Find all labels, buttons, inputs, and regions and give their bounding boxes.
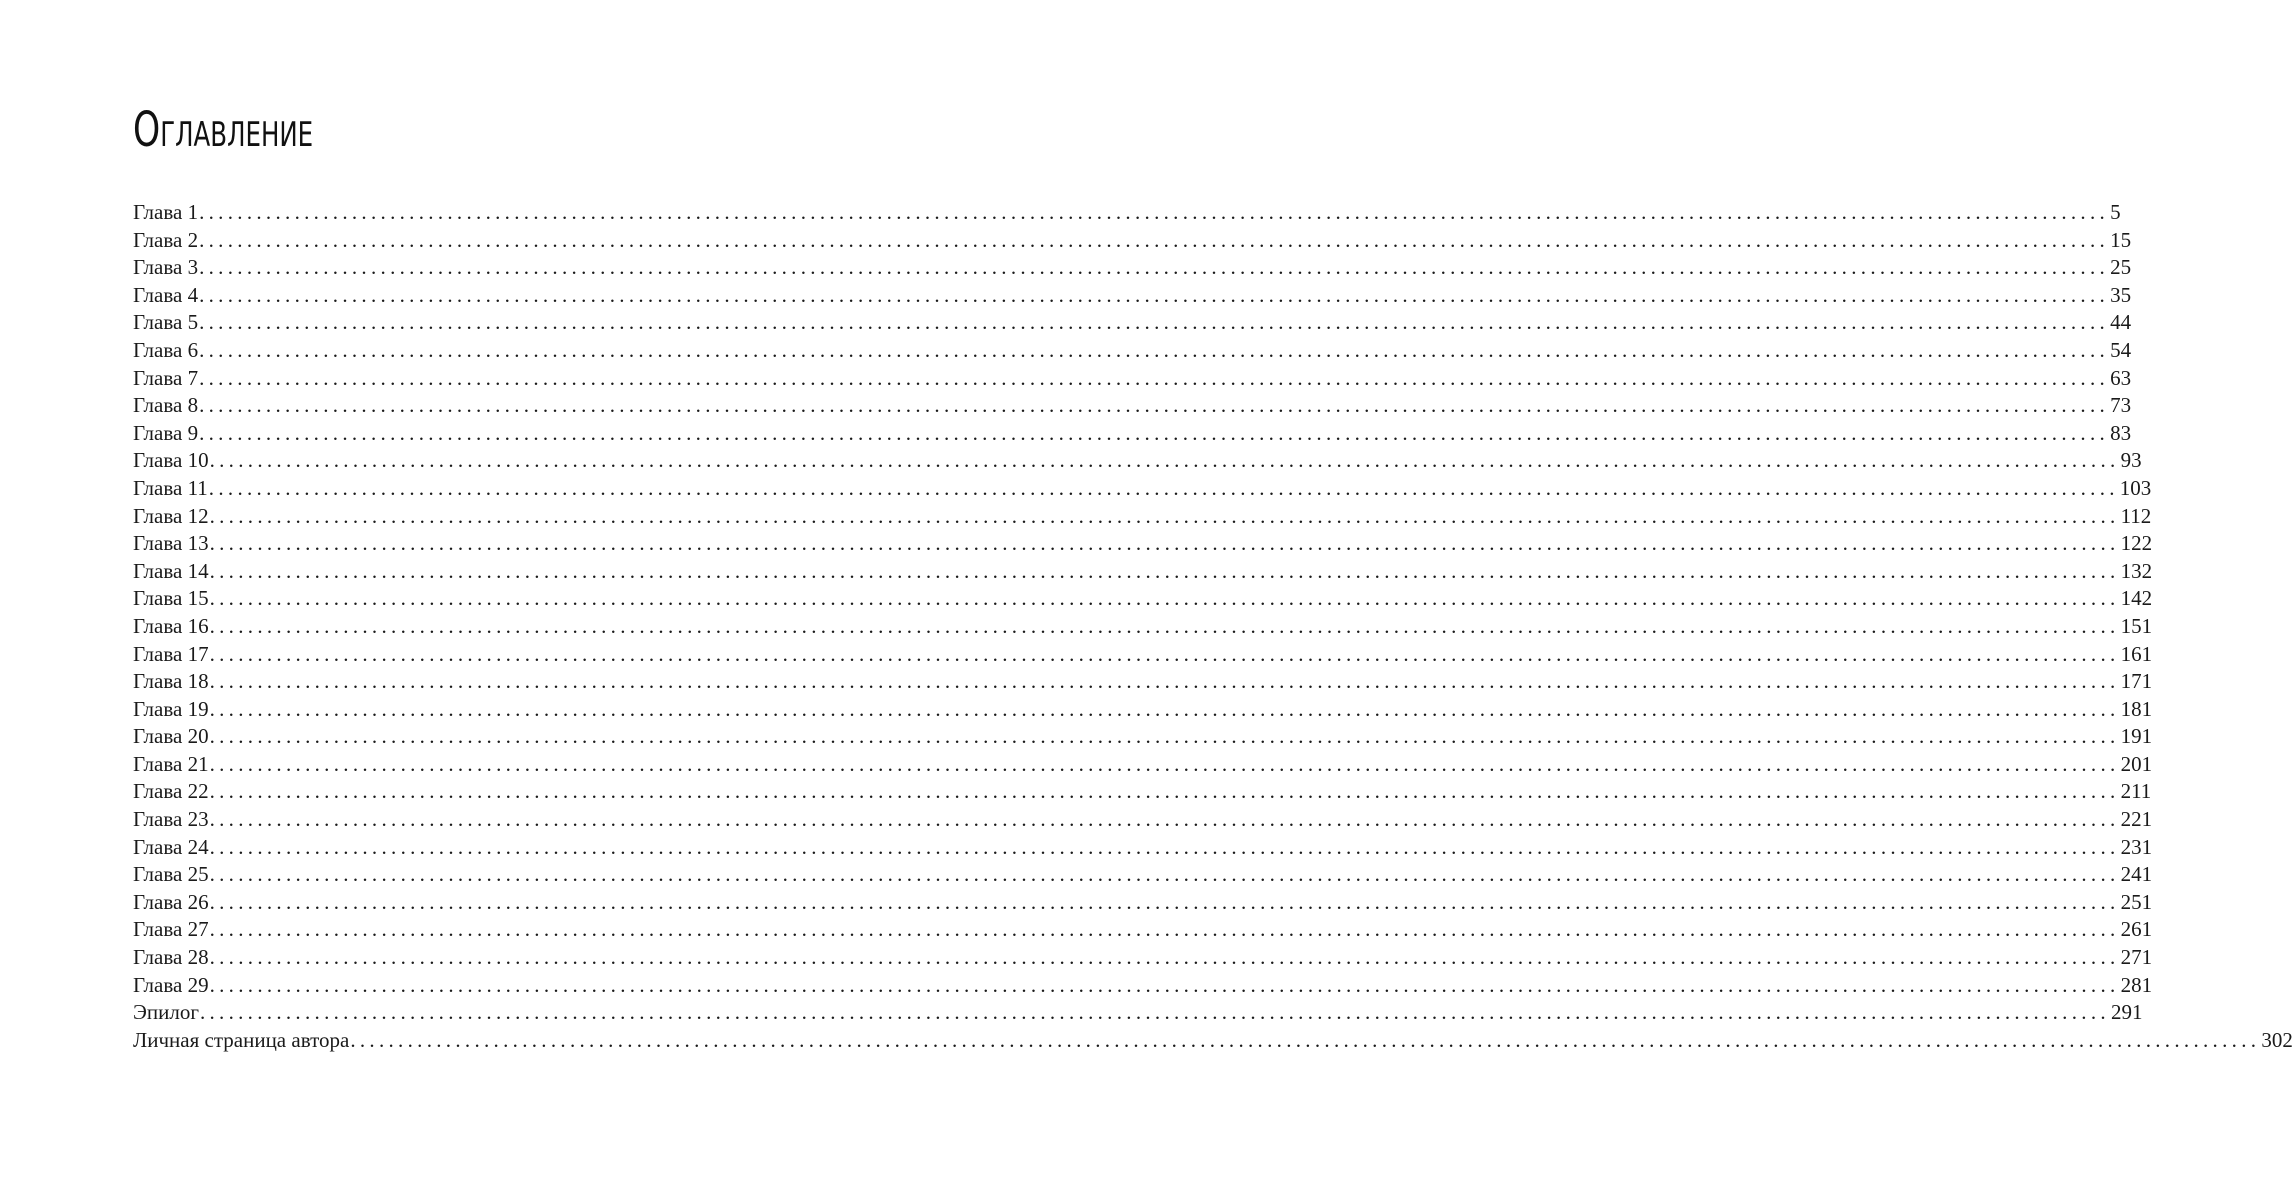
toc-entry-label: Глава 25 xyxy=(133,862,209,887)
toc-entry-page-number: 112 xyxy=(2120,503,2152,528)
toc-dot-leader: ........................................................................................................................................................................................................ xyxy=(199,227,2110,252)
toc-entry-label: Глава 8 xyxy=(133,393,199,418)
toc-entry-label: Глава 22 xyxy=(133,779,209,804)
toc-title: Оглавление xyxy=(133,102,314,158)
toc-entry-page-number: 201 xyxy=(2120,751,2153,776)
toc-entry-page-number: 191 xyxy=(2120,724,2153,749)
toc-entry[interactable] xyxy=(133,1027,2293,1055)
toc-dot-leader: ........................................................................................................................................................................................................ xyxy=(199,365,2110,390)
toc-entry-page-number: 181 xyxy=(2120,696,2153,721)
toc-entry-label: Глава 27 xyxy=(133,917,209,942)
toc-entry-label: Глава 5 xyxy=(133,310,199,335)
toc-entry[interactable] xyxy=(133,999,2143,1027)
toc-entry-label: Глава 29 xyxy=(133,972,209,997)
toc-entry-page-number: 63 xyxy=(2110,365,2132,390)
toc-entry-label: Глава 4 xyxy=(133,282,199,307)
toc-dot-leader: ........................................................................................................................................................................................................ xyxy=(209,834,2120,859)
toc-entry[interactable] xyxy=(133,861,2153,889)
toc-entry[interactable] xyxy=(133,806,2153,834)
toc-entry-page-number: 261 xyxy=(2120,917,2153,942)
toc-entry-page-number: 211 xyxy=(2120,779,2152,804)
toc-entry-page-number: 35 xyxy=(2110,282,2132,307)
toc-entry-page-number: 25 xyxy=(2110,255,2132,280)
toc-entry-label: Глава 11 xyxy=(133,475,208,500)
toc-dot-leader: ........................................................................................................................................................................................................ xyxy=(209,972,2120,997)
toc-entry[interactable] xyxy=(133,668,2153,696)
toc-entry-label: Глава 28 xyxy=(133,945,209,970)
toc-dot-leader: ........................................................................................................................................................................................................ xyxy=(209,613,2120,638)
toc-entry[interactable] xyxy=(133,696,2153,724)
toc-entry[interactable] xyxy=(133,751,2153,779)
toc-entry[interactable] xyxy=(133,365,2132,393)
toc-entry-page-number: 231 xyxy=(2120,834,2153,859)
toc-entry-page-number: 83 xyxy=(2110,420,2132,445)
toc-entry-page-number: 103 xyxy=(2119,475,2152,500)
toc-dot-leader: ........................................................................................................................................................................................................ xyxy=(199,200,2110,224)
toc-entry-page-number: 221 xyxy=(2120,807,2153,832)
toc-entry[interactable] xyxy=(133,558,2153,586)
toc-dot-leader: ........................................................................................................................................................................................................ xyxy=(209,751,2120,776)
toc-entry-label: Глава 3 xyxy=(133,255,199,280)
toc-entry-label: Глава 16 xyxy=(133,613,209,638)
toc-entry[interactable] xyxy=(133,282,2132,310)
toc-dot-leader: ........................................................................................................................................................................................................ xyxy=(199,337,2110,362)
toc-entry[interactable] xyxy=(133,972,2153,1000)
toc-entry-label: Глава 15 xyxy=(133,586,209,611)
toc-dot-leader: ........................................................................................................................................................................................................ xyxy=(209,724,2120,749)
toc-entry-page-number: 44 xyxy=(2110,310,2132,335)
toc-entry-label: Глава 20 xyxy=(133,724,209,749)
toc-entry-label: Глава 10 xyxy=(133,448,209,473)
toc-dot-leader: ........................................................................................................................................................................................................ xyxy=(209,641,2120,666)
toc-entry-page-number: 271 xyxy=(2120,945,2153,970)
toc-entry-label: Глава 6 xyxy=(133,337,199,362)
toc-entry[interactable] xyxy=(133,227,2132,255)
toc-dot-leader: ........................................................................................................................................................................................................ xyxy=(199,393,2110,418)
toc-dot-leader: ........................................................................................................................................................................................................ xyxy=(209,889,2120,914)
toc-dot-leader: ........................................................................................................................................................................................................ xyxy=(209,779,2120,804)
toc-dot-leader: ........................................................................................................................................................................................................ xyxy=(199,255,2110,280)
toc-entry[interactable] xyxy=(133,916,2153,944)
toc-entry[interactable] xyxy=(133,778,2152,806)
toc-entry[interactable] xyxy=(133,834,2153,862)
toc-entry-page-number: 161 xyxy=(2120,641,2153,666)
toc-dot-leader: ........................................................................................................................................................................................................ xyxy=(208,475,2119,500)
toc-entry[interactable] xyxy=(133,199,2121,227)
toc-entry-label: Личная страница автора xyxy=(133,1027,350,1052)
toc-dot-leader: ........................................................................................................................................................................................................ xyxy=(199,420,2110,445)
toc-dot-leader: ........................................................................................................................................................................................................ xyxy=(209,862,2120,887)
toc-entry-label: Глава 12 xyxy=(133,503,209,528)
toc-dot-leader: ........................................................................................................................................................................................................ xyxy=(209,503,2120,528)
toc-entry-label: Глава 24 xyxy=(133,834,209,859)
toc-entry-page-number: 93 xyxy=(2120,448,2142,473)
toc-dot-leader: ........................................................................................................................................................................................................ xyxy=(209,669,2120,694)
toc-dot-leader: ........................................................................................................................................................................................................ xyxy=(209,945,2120,970)
toc-entry[interactable] xyxy=(133,309,2132,337)
toc-entry-page-number: 302 xyxy=(2261,1027,2293,1052)
toc-entry-label: Глава 26 xyxy=(133,889,209,914)
toc-entry-page-number: 132 xyxy=(2120,558,2153,583)
toc-entry-page-number: 151 xyxy=(2120,613,2153,638)
toc-entry[interactable] xyxy=(133,530,2153,558)
toc-entry[interactable] xyxy=(133,503,2152,531)
toc-entry-page-number: 251 xyxy=(2120,889,2153,914)
toc-entry-label: Глава 17 xyxy=(133,641,209,666)
toc-dot-leader: ........................................................................................................................................................................................................ xyxy=(209,448,2120,473)
toc-entry-page-number: 54 xyxy=(2110,337,2132,362)
toc-entry-label: Глава 9 xyxy=(133,420,199,445)
toc-entry[interactable] xyxy=(133,641,2153,669)
toc-entry-page-number: 142 xyxy=(2120,586,2153,611)
toc-entry[interactable] xyxy=(133,254,2132,282)
toc-entry[interactable] xyxy=(133,585,2153,613)
toc-dot-leader: ........................................................................................................................................................................................................ xyxy=(199,310,2110,335)
toc-entry-page-number: 15 xyxy=(2110,227,2132,252)
toc-entry[interactable] xyxy=(133,392,2132,420)
toc-dot-leader: ........................................................................................................................................................................................................ xyxy=(209,531,2120,556)
toc-entry[interactable] xyxy=(133,475,2152,503)
toc-dot-leader: ........................................................................................................................................................................................................ xyxy=(209,558,2120,583)
toc-entry-page-number: 122 xyxy=(2120,531,2153,556)
toc-list xyxy=(133,199,2293,1054)
toc-entry[interactable] xyxy=(133,723,2153,751)
toc-dot-leader: ........................................................................................................................................................................................................ xyxy=(209,917,2120,942)
toc-entry[interactable] xyxy=(133,944,2153,972)
toc-entry-label: Глава 14 xyxy=(133,558,209,583)
toc-entry-page-number: 241 xyxy=(2120,862,2153,887)
toc-entry[interactable] xyxy=(133,337,2132,365)
toc-entry[interactable] xyxy=(133,613,2153,641)
toc-entry-label: Глава 13 xyxy=(133,531,209,556)
toc-dot-leader: ........................................................................................................................................................................................................ xyxy=(199,282,2110,307)
toc-entry-label: Глава 19 xyxy=(133,696,209,721)
toc-entry-page-number: 291 xyxy=(2110,1000,2143,1025)
toc-dot-leader: ........................................................................................................................................................................................................ xyxy=(199,1000,2110,1025)
toc-dot-leader: ........................................................................................................................................................................................................ xyxy=(209,807,2120,832)
toc-dot-leader: ........................................................................................................................................................................................................ xyxy=(350,1027,2261,1052)
toc-entry-label: Глава 23 xyxy=(133,807,209,832)
toc-entry-page-number: 73 xyxy=(2110,393,2132,418)
toc-entry-label: Эпилог xyxy=(133,1000,199,1025)
toc-entry-label: Глава 2 xyxy=(133,227,199,252)
toc-entry-label: Глава 1 xyxy=(133,200,199,224)
toc-entry-label: Глава 7 xyxy=(133,365,199,390)
toc-entry-label: Глава 18 xyxy=(133,669,209,694)
toc-entry-page-number: 281 xyxy=(2120,972,2153,997)
toc-dot-leader: ........................................................................................................................................................................................................ xyxy=(209,586,2120,611)
toc-entry-page-number: 5 xyxy=(2110,200,2121,224)
toc-entry-page-number: 171 xyxy=(2120,669,2153,694)
toc-entry[interactable] xyxy=(133,889,2153,917)
toc-entry-label: Глава 21 xyxy=(133,751,209,776)
toc-dot-leader: ........................................................................................................................................................................................................ xyxy=(209,696,2120,721)
toc-entry[interactable] xyxy=(133,420,2132,448)
toc-entry[interactable] xyxy=(133,447,2142,475)
